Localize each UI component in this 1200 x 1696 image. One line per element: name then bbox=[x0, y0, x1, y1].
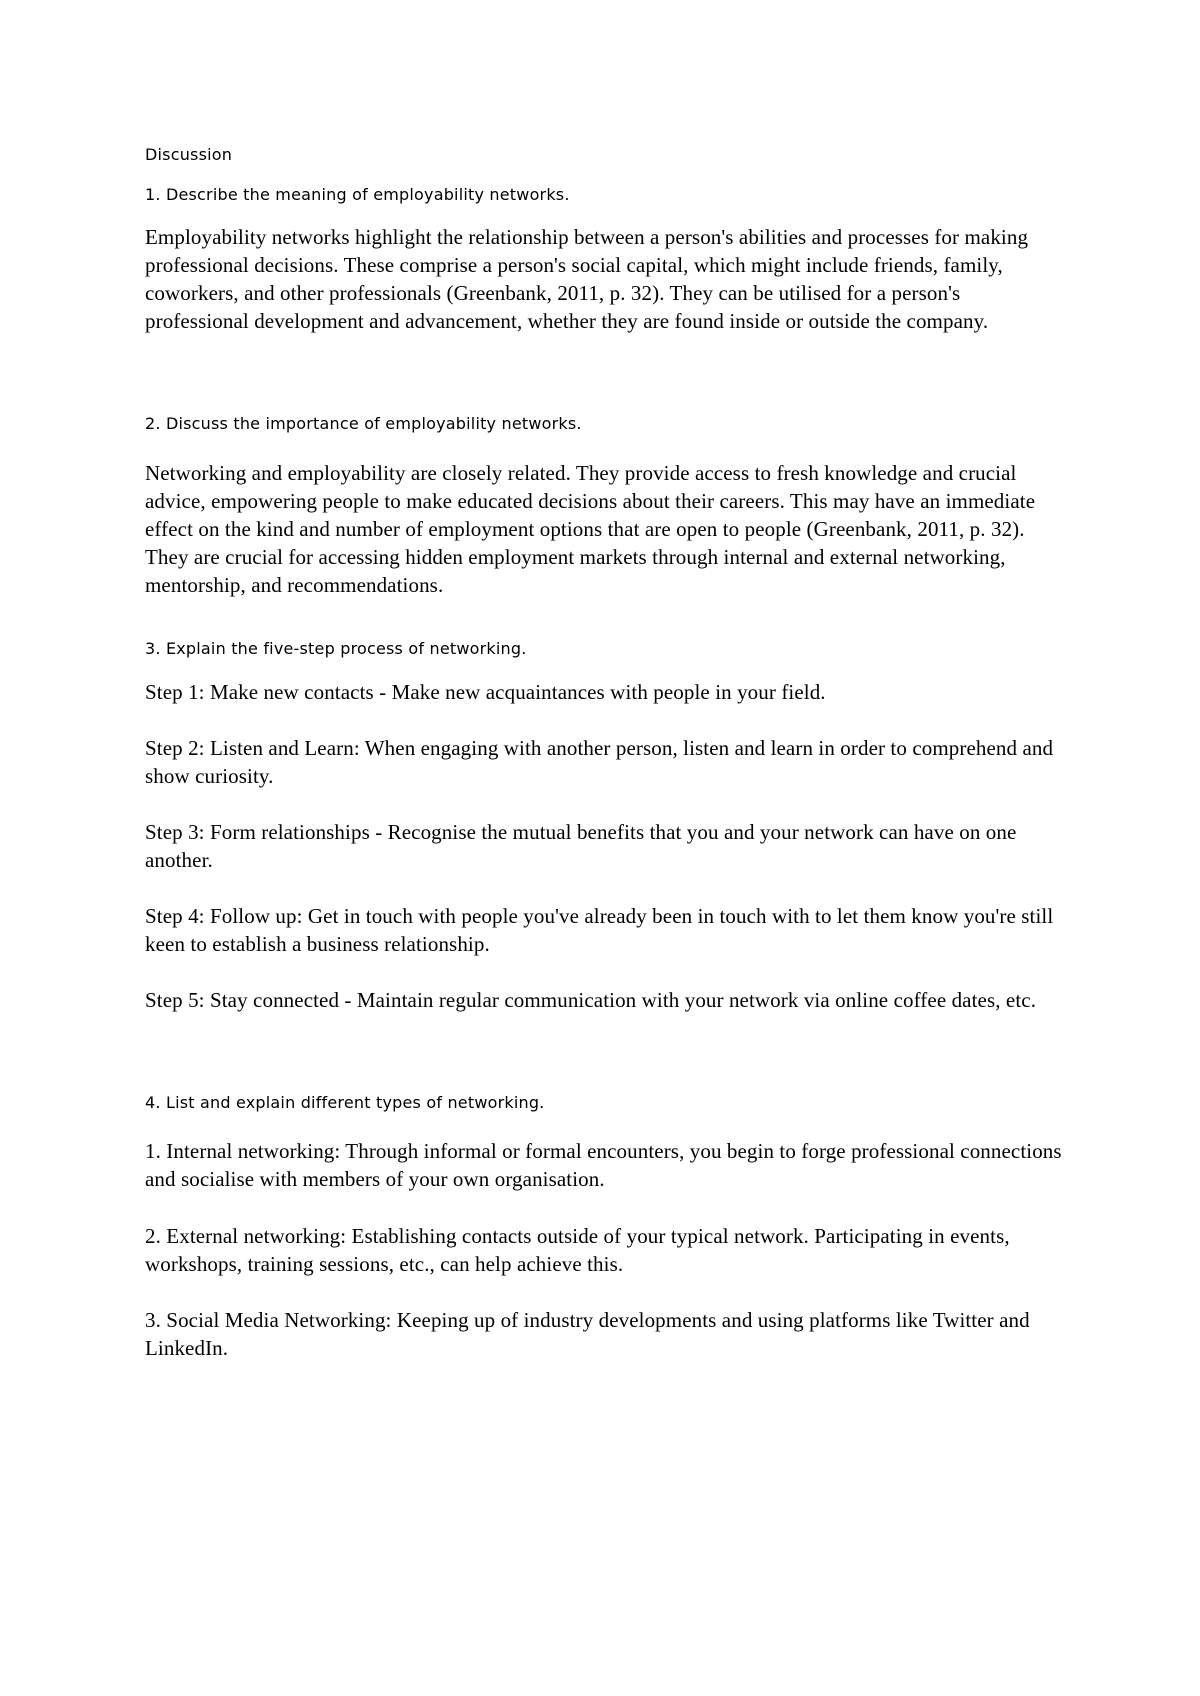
step-2: Step 2: Listen and Learn: When engaging with another person, listen and learn in order to comprehend and show curiosity. bbox=[145, 736, 1054, 788]
step-5: Step 5: Stay connected - Maintain regular communication with your network via online coffee dates, etc. bbox=[145, 988, 1037, 1012]
answer-1: Employability networks highlight the relationship between a person's abilities and processes for making professional decisions. These comprise a person's social capital, which might include friends, family, coworkers, and other professionals (Greenbank, 2011, p. 32). They can be utilised for a person's professional development and advancement, whether they are found inside or outside the company. bbox=[145, 225, 1029, 333]
networking-type-2: 2. External networking: Establishing contacts outside of your typical network. Participating in events, workshops, training sessions, etc., can help achieve this. bbox=[145, 1224, 1010, 1276]
question-2: 2. Discuss the importance of employability networks. bbox=[145, 414, 582, 433]
step-1: Step 1: Make new contacts - Make new acquaintances with people in your field. bbox=[145, 680, 826, 704]
networking-type-3: 3. Social Media Networking: Keeping up of industry developments and using platforms like Twitter and LinkedIn. bbox=[145, 1308, 1030, 1360]
step-3: Step 3: Form relationships - Recognise the mutual benefits that you and your network can have on one another. bbox=[145, 820, 1017, 872]
section-heading: Discussion bbox=[145, 145, 233, 164]
question-1: 1. Describe the meaning of employability networks. bbox=[145, 185, 570, 204]
step-4: Step 4: Follow up: Get in touch with people you've already been in touch with to let them know you're still keen to establish a business relationship. bbox=[145, 904, 1054, 956]
question-4: 4. List and explain different types of networking. bbox=[145, 1093, 545, 1112]
networking-type-1: 1. Internal networking: Through informal or formal encounters, you begin to forge professional connections and socialise with members of your own organisation. bbox=[145, 1139, 1062, 1191]
answer-2: Networking and employability are closely related. They provide access to fresh knowledge and crucial advice, empowering people to make educated decisions about their careers. This may have an immediate effect on the kind and number of employment options that are open to people (Greenbank, 2011, p. 32). They are crucial for accessing hidden employment markets through internal and external networking, mentorship, and recommendations. bbox=[145, 461, 1036, 597]
question-3: 3. Explain the five-step process of networking. bbox=[145, 639, 527, 658]
